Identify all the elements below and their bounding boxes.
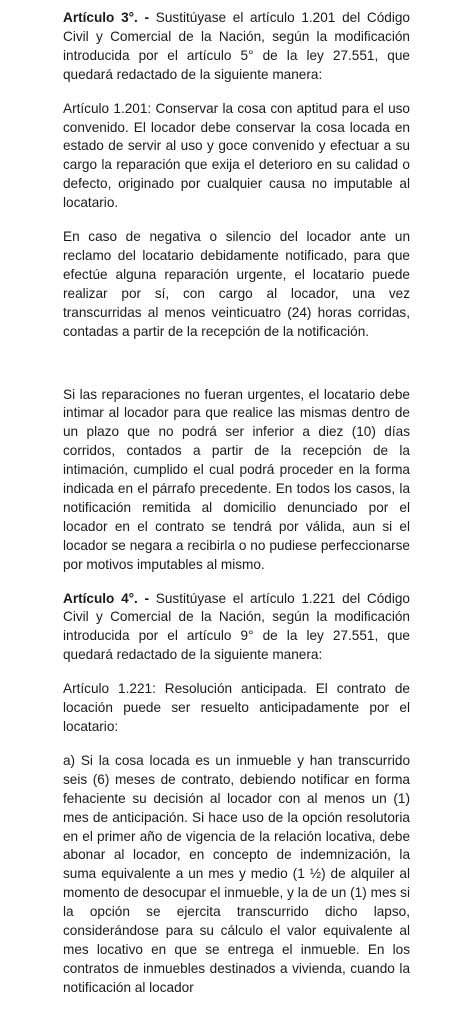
article-4-intro-text: Sustitúyase el artículo 1.221 del Código Civil y Comercial de la Nación, según la modificación introducida por el artículo 9° de la ley 27.551, que quedará redactado de la siguiente manera:: [63, 590, 410, 663]
article-3-intro-text: Sustitúyase el artículo 1.201 del Código Civil y Comercial de la Nación, según la modificación introducida por el artículo 5° de la ley 27.551, que quedará redactado de la siguiente manera:: [63, 10, 410, 82]
article-4-intro: [63, 590, 410, 666]
article-3-heading: Artículo 3°. -: [63, 10, 150, 25]
article-1201-paragraph-3: Si las reparaciones no fueran urgentes, el locatario debe intimar al locador para que realice las mismas dentro de un plazo que no podrá ser inferior a diez (10) días corridos, contados a partir de la recepción de la intimación, cumplido el cual podrá proceder en la forma indicada en el párrafo precedente. En todos los casos, la notificación remitida al domicilio denunciado por el locador en el contrato se tendrá por válida, aun si el locador se negara a recibirla o no pudiese perfeccionarse por motivos imputables al mismo.: [63, 386, 410, 572]
article-4-heading: Artículo 4°. -: [63, 590, 150, 606]
article-1221-paragraph-2: a) Si la cosa locada es un inmueble y han transcurrido seis (6) meses de contrato, debiendo notificar en forma fehaciente su decisión al locador con al menos un (1) mes de anticipación. Si hace uso de la opción resolutoria en el primer año de vigencia de la relación locativa, debe abonar al locador, en concepto de indemnización, la suma equivalente a un mes y medio (1 ½) de alquiler al momento de desocupar el inmueble, y la de un (1) mes si la opción se ejercita transcurrido dicho lapso, considerándose para su cálculo el valor equivalente al mes locativo en que se entrega el inmueble. En los contratos de inmuebles destinados a vivienda, cuando la notificación al locador: [63, 752, 410, 995]
document-body: [63, 9, 410, 1013]
article-1201-paragraph-1: Artículo 1.201: Conservar la cosa con aptitud para el uso convenido. El locador debe conservar la cosa locada en estado de servir al uso y goce convenido y efectuar a su cargo la reparación que exija el deterioro en su calidad o defecto, originado por cualquier causa no imputable al locatario.: [63, 100, 410, 211]
article-3-intro: [63, 9, 410, 85]
article-1201-paragraph-2: En caso de negativa o silencio del locador ante un reclamo del locatario debidamente notificado, para que efectúe alguna reparación urgente, el locatario puede realizar por sí, con cargo al locador, una vez transcurridas al menos veinticuatro (24) horas corridas, contadas a partir de la recepción de la notificación.: [63, 229, 410, 339]
article-1221-paragraph-1: Artículo 1.221: Resolución anticipada. El contrato de locación puede ser resuelto anticipadamente por el locatario:: [63, 681, 410, 734]
